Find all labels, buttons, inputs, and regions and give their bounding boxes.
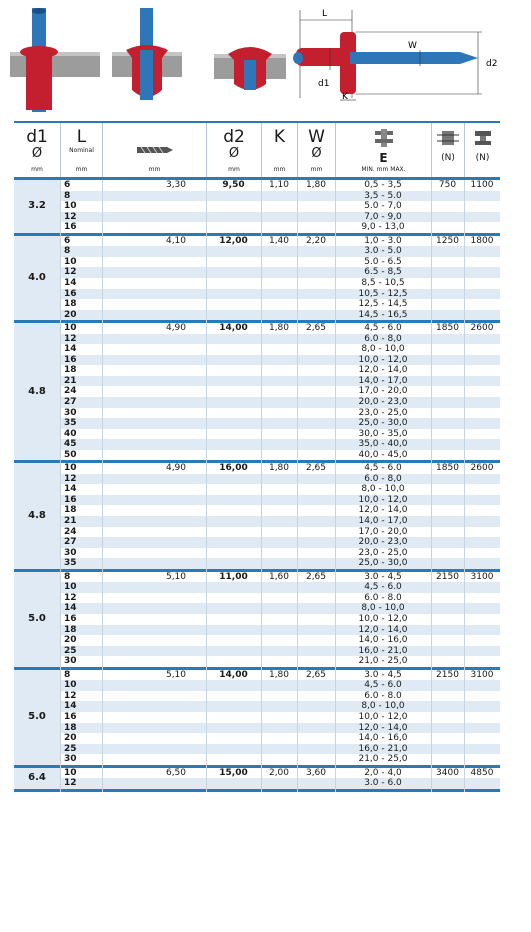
grip-range-value: 6.0 - 8,0 [364, 473, 402, 484]
length-value: 16 [64, 354, 77, 365]
header-shear-unit: (N) [441, 153, 455, 163]
d2-value: 11,00 [219, 571, 248, 582]
length-value: 10 [64, 680, 77, 691]
rivet-group [14, 768, 500, 789]
diagram-label-K: K [342, 92, 348, 102]
grip-range-value: 8,0 - 10,0 [361, 603, 405, 614]
d2-value: 14,00 [219, 669, 248, 680]
d1-value: 4.8 [28, 510, 46, 522]
table-row [60, 355, 500, 366]
table-row [60, 334, 500, 345]
header-shear [431, 123, 464, 177]
table-row [60, 558, 500, 569]
length-value: 40 [64, 428, 77, 439]
length-value: 50 [64, 449, 77, 460]
rivet-group [14, 236, 500, 320]
shear-value: 1250 [436, 235, 459, 246]
header-d2-label: d2 [223, 127, 245, 147]
shear-force-icon [437, 127, 459, 149]
header-d1-unit: mm [31, 166, 43, 173]
w-value: 2,65 [305, 669, 327, 680]
header-E [335, 123, 431, 177]
column-divider [206, 180, 207, 792]
grip-range-value: 23,0 - 25,0 [358, 407, 408, 418]
drill-value: 4,10 [165, 235, 187, 246]
grip-range-value: 30,0 - 35,0 [358, 428, 408, 439]
table-row [60, 222, 500, 233]
header-L-unit: mm [75, 166, 88, 173]
length-value: 20 [64, 733, 77, 744]
grip-range-value: 12,0 - 14,0 [358, 722, 408, 733]
length-value: 16 [64, 613, 77, 624]
header-W [297, 123, 335, 177]
tensile-value: 1100 [470, 180, 494, 190]
table-row [60, 439, 500, 450]
grip-range-value: 10,5 - 12,5 [358, 288, 408, 299]
grip-range-value: 25,0 - 30,0 [358, 558, 408, 569]
table-row [60, 429, 500, 440]
column-divider [102, 180, 103, 792]
grip-range-value: 6.0 - 8,0 [364, 333, 402, 344]
k-value: 1,10 [268, 180, 290, 190]
table-row [60, 267, 500, 278]
grip-range-value: 12,0 - 14,0 [358, 624, 408, 635]
shear-value: 2150 [436, 669, 459, 680]
grip-range-value: 14,0 - 17,0 [358, 375, 408, 386]
w-value: 1,80 [305, 180, 327, 190]
grip-range-value: 8,0 - 10,0 [361, 701, 405, 712]
table-row [60, 537, 500, 548]
d2-value: 16,00 [219, 463, 248, 474]
table-row [60, 418, 500, 429]
length-value: 8 [64, 669, 71, 680]
grip-range-value: 10,0 - 12,0 [358, 613, 408, 624]
length-value: 14 [64, 344, 77, 355]
header-d2-diameter: Ø [228, 146, 240, 161]
tensile-value: 3100 [470, 669, 494, 680]
grip-range-icon [369, 127, 399, 149]
grip-range-value: 12,0 - 14,0 [358, 505, 408, 516]
grip-range-value: 6.0 - 8.0 [364, 690, 402, 701]
grip-range-value: 14,0 - 16,0 [358, 635, 408, 646]
shear-value: 2150 [436, 571, 459, 582]
table-row [60, 505, 500, 516]
length-value: 10 [64, 582, 77, 593]
shear-value: 1850 [436, 463, 459, 474]
length-value: 10 [64, 323, 77, 334]
d1-value: 4.8 [28, 385, 46, 397]
grip-range-value: 3.0 - 4,5 [364, 669, 402, 680]
table-row [60, 191, 500, 202]
header-L-label: L [76, 127, 87, 147]
rivet-diagrams [0, 0, 531, 112]
header-K-label: K [273, 127, 286, 147]
length-value: 12 [64, 592, 77, 603]
length-value: 35 [64, 418, 77, 429]
header-d1-label: d1 [26, 127, 48, 147]
column-divider [464, 180, 465, 792]
grip-range-value: 21,0 - 25,0 [358, 754, 408, 765]
grip-range-value: 40,0 - 45,0 [358, 449, 408, 460]
grip-range-value: 20,0 - 23,0 [358, 537, 408, 548]
table-row [60, 236, 500, 247]
group-separator [14, 789, 500, 792]
table-row [60, 635, 500, 646]
table-row [60, 712, 500, 723]
tensile-value: 4850 [470, 767, 494, 778]
length-value: 18 [64, 505, 77, 516]
table-row [60, 365, 500, 376]
length-value: 12 [64, 690, 77, 701]
table-row [60, 701, 500, 712]
length-value: 18 [64, 722, 77, 733]
drill-icon [135, 143, 175, 157]
grip-range-value: 8,0 - 10,0 [361, 484, 405, 495]
rivet-group [14, 463, 500, 569]
drill-value: 6,50 [165, 767, 187, 778]
length-value: 12 [64, 211, 77, 222]
length-value: 21 [64, 516, 77, 527]
shear-value: 3400 [436, 767, 459, 778]
table-row [60, 344, 500, 355]
table-row [60, 201, 500, 212]
table-row [60, 397, 500, 408]
header-tensile [464, 123, 500, 177]
tensile-value: 2600 [470, 463, 494, 474]
table-row [60, 180, 500, 191]
grip-range-value: 8,5 - 10,5 [361, 277, 405, 288]
grip-range-value: 2,0 - 4,0 [364, 767, 402, 778]
rivet-group [14, 572, 500, 667]
length-value: 30 [64, 656, 77, 667]
grip-range-value: 23,0 - 25,0 [358, 547, 408, 558]
table-row [60, 376, 500, 387]
length-value: 14 [64, 701, 77, 712]
length-value: 8 [64, 571, 71, 582]
table-row [60, 603, 500, 614]
column-divider [261, 180, 262, 792]
length-value: 16 [64, 494, 77, 505]
table-row [60, 754, 500, 765]
table-row [60, 614, 500, 625]
table-row [60, 680, 500, 691]
length-value: 12 [64, 473, 77, 484]
table-row [60, 289, 500, 300]
length-value: 20 [64, 635, 77, 646]
grip-range-value: 10,0 - 12,0 [358, 711, 408, 722]
table-row [60, 463, 500, 474]
grip-range-value: 3.0 - 6.0 [364, 778, 402, 789]
header-E-label: E [379, 151, 388, 165]
length-value: 16 [64, 288, 77, 299]
grip-range-value: 14,0 - 17,0 [358, 516, 408, 527]
length-value: 27 [64, 537, 77, 548]
k-value: 1,60 [268, 571, 290, 582]
length-value: 14 [64, 277, 77, 288]
length-value: 18 [64, 624, 77, 635]
grip-range-value: 10,0 - 12,0 [358, 494, 408, 505]
tensile-value: 3100 [470, 571, 494, 582]
table-row [60, 450, 500, 461]
header-d1 [14, 123, 60, 177]
tensile-value: 2600 [470, 323, 494, 334]
rivet-group [14, 180, 500, 233]
grip-range-value: 16,0 - 21,0 [358, 645, 408, 656]
grip-range-value: 4,5 - 6.0 [364, 323, 402, 334]
length-value: 6 [64, 180, 71, 190]
grip-range-value: 4,5 - 6.0 [364, 680, 402, 691]
table-row [60, 484, 500, 495]
grip-range-value: 0,5 - 3,5 [364, 180, 402, 190]
header-W-unit: mm [310, 166, 323, 173]
length-value: 6 [64, 235, 71, 246]
rivet-illustration [0, 0, 531, 112]
length-value: 18 [64, 365, 77, 376]
grip-range-value: 4,5 - 6.0 [364, 463, 402, 474]
d2-value: 14,00 [219, 323, 248, 334]
table-row [60, 474, 500, 485]
diagram-label-L: L [322, 9, 328, 19]
column-divider [335, 180, 336, 792]
table-row [60, 386, 500, 397]
header-L-nominal: Nominal [69, 147, 94, 154]
table-row [60, 723, 500, 734]
d1-value: 5.0 [28, 711, 46, 723]
diagram-label-d2: d2 [486, 59, 498, 69]
shear-value: 750 [438, 180, 457, 190]
grip-range-value: 16,0 - 21,0 [358, 743, 408, 754]
grip-range-value: 9,0 - 13,0 [361, 222, 405, 233]
k-value: 1,80 [268, 323, 290, 334]
w-value: 2,65 [305, 463, 327, 474]
grip-range-value: 4,5 - 6.0 [364, 582, 402, 593]
grip-range-value: 3.0 - 5.0 [364, 246, 402, 257]
table-row [60, 625, 500, 636]
grip-range-value: 25,0 - 30,0 [358, 418, 408, 429]
length-value: 24 [64, 526, 77, 537]
grip-range-value: 10,0 - 12,0 [358, 354, 408, 365]
k-value: 1,80 [268, 669, 290, 680]
table-row [60, 299, 500, 310]
grip-range-value: 12,5 - 14,5 [358, 299, 408, 310]
table-row [60, 516, 500, 527]
grip-range-value: 5.0 - 6.5 [364, 256, 402, 267]
k-value: 2,00 [268, 767, 290, 778]
length-value: 16 [64, 222, 77, 233]
header-d1-diameter: Ø [31, 146, 43, 161]
d1-value: 4.0 [28, 271, 46, 283]
table-row [60, 527, 500, 538]
grip-range-value: 3.0 - 4,5 [364, 571, 402, 582]
length-value: 30 [64, 547, 77, 558]
grip-range-value: 8,0 - 10,0 [361, 344, 405, 355]
length-value: 20 [64, 309, 77, 320]
table-row [60, 593, 500, 604]
w-value: 2,65 [305, 571, 327, 582]
length-value: 21 [64, 375, 77, 386]
diagram-label-W: W [408, 41, 417, 51]
table-row [60, 495, 500, 506]
table-row [60, 691, 500, 702]
length-value: 45 [64, 439, 77, 450]
grip-range-value: 17,0 - 20,0 [358, 526, 408, 537]
drill-value: 3,30 [165, 180, 187, 190]
w-value: 2,20 [305, 235, 327, 246]
length-value: 25 [64, 743, 77, 754]
length-value: 10 [64, 463, 77, 474]
tensile-force-icon [472, 127, 494, 149]
d2-value: 12,00 [219, 235, 248, 246]
header-drill-unit: mm [148, 166, 161, 173]
grip-range-value: 14,0 - 16,0 [358, 733, 408, 744]
column-divider [60, 180, 61, 792]
header-tensile-unit: (N) [475, 153, 490, 163]
d2-value: 9,50 [222, 180, 245, 190]
length-value: 8 [64, 190, 71, 201]
grip-range-value: 1,0 - 3.0 [364, 235, 402, 246]
length-value: 16 [64, 711, 77, 722]
header-K [261, 123, 297, 177]
header-K-unit: mm [273, 166, 286, 173]
length-value: 12 [64, 267, 77, 278]
header-d2 [206, 123, 261, 177]
grip-range-value: 6.0 - 8.0 [364, 592, 402, 603]
table-row [60, 670, 500, 681]
header-L [60, 123, 102, 177]
table-row [60, 278, 500, 289]
table-header [14, 121, 500, 179]
header-E-range: MIN. mm MAX. [361, 166, 406, 173]
rivet-group [14, 323, 500, 460]
table-row [60, 246, 500, 257]
k-value: 1,40 [268, 235, 290, 246]
d1-value: 5.0 [28, 613, 46, 625]
length-value: 30 [64, 407, 77, 418]
d1-value: 6.4 [28, 772, 46, 784]
table-row [60, 656, 500, 667]
length-value: 30 [64, 754, 77, 765]
length-value: 10 [64, 256, 77, 267]
drill-value: 4,90 [165, 323, 187, 334]
length-value: 14 [64, 603, 77, 614]
grip-range-value: 3,5 - 5.0 [364, 190, 402, 201]
length-value: 10 [64, 767, 77, 778]
table-row [60, 646, 500, 657]
grip-range-value: 17,0 - 20,0 [358, 386, 408, 397]
table-row [60, 408, 500, 419]
diagram-label-d1: d1 [318, 79, 330, 89]
table-row [60, 768, 500, 779]
w-value: 2,65 [305, 323, 327, 334]
table-row [60, 310, 500, 321]
header-W-label: W [308, 127, 325, 147]
k-value: 1,80 [268, 463, 290, 474]
header-W-diameter: Ø [311, 146, 322, 161]
table-row [60, 582, 500, 593]
column-divider [297, 180, 298, 792]
table-row [60, 548, 500, 559]
length-value: 8 [64, 246, 71, 257]
d1-value: 3.2 [28, 200, 46, 212]
d2-value: 15,00 [219, 767, 248, 778]
grip-range-value: 5.0 - 7,0 [364, 201, 402, 212]
length-value: 10 [64, 201, 77, 212]
grip-range-value: 21,0 - 25,0 [358, 656, 408, 667]
grip-range-value: 7,0 - 9,0 [364, 211, 402, 222]
grip-range-value: 14,5 - 16,5 [358, 309, 408, 320]
grip-range-value: 20,0 - 23,0 [358, 396, 408, 407]
header-drill [102, 123, 206, 177]
table-row [60, 744, 500, 755]
rivet-group [14, 670, 500, 765]
length-value: 12 [64, 333, 77, 344]
header-d2-unit: mm [228, 166, 240, 173]
table-row [60, 212, 500, 223]
length-value: 18 [64, 299, 77, 310]
grip-range-value: 35,0 - 40,0 [358, 439, 408, 450]
shear-value: 1850 [436, 323, 459, 334]
length-value: 12 [64, 778, 77, 789]
table-row [60, 778, 500, 789]
length-value: 14 [64, 484, 77, 495]
table-row [60, 323, 500, 334]
drill-value: 4,90 [165, 463, 187, 474]
grip-range-value: 12,0 - 14,0 [358, 365, 408, 376]
length-value: 24 [64, 386, 77, 397]
grip-range-value: 6.5 - 8,5 [364, 267, 402, 278]
w-value: 3,60 [305, 767, 327, 778]
length-value: 35 [64, 558, 77, 569]
drill-value: 5,10 [165, 571, 187, 582]
tensile-value: 1800 [470, 235, 494, 246]
column-divider [431, 180, 432, 792]
length-value: 25 [64, 645, 77, 656]
length-value: 27 [64, 396, 77, 407]
drill-value: 5,10 [165, 669, 187, 680]
table-row [60, 572, 500, 583]
table-row [60, 733, 500, 744]
table-row [60, 257, 500, 268]
